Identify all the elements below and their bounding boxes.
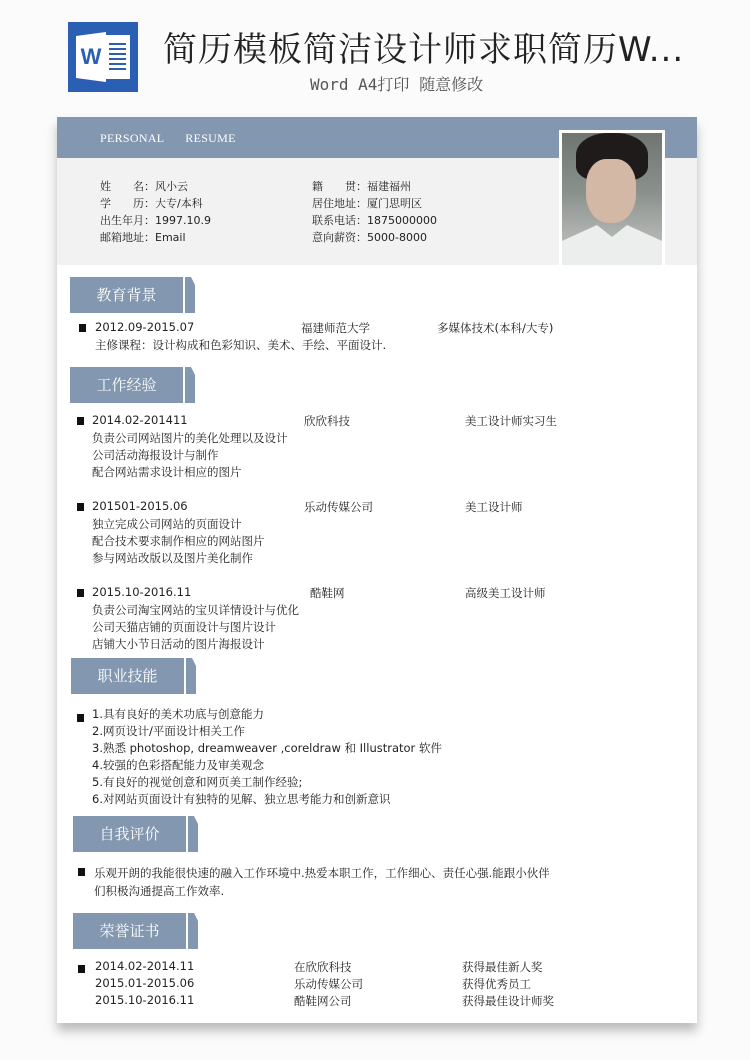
self-eval-text: 乐观开朗的我能很快速的融入工作环境中.热爱本职工作，工作细心、责任心强.能跟小伙伴 [94, 866, 550, 880]
honor-period: 2015.01-2015.06 [95, 976, 195, 990]
honor-period: 2014.02-2014.11 [95, 959, 195, 973]
job-duty: 公司活动海报设计与制作 [92, 448, 219, 462]
bullet-icon [79, 324, 86, 332]
honor-award: 获得最佳设计师奖 [462, 994, 554, 1008]
banner-label: PERSONAL RESUME [100, 131, 236, 145]
skill-item: 5.有良好的视觉创意和网页美工制作经验; [92, 775, 303, 789]
job-company: 酷鞋网 [310, 586, 345, 600]
word-icon-page [104, 35, 130, 79]
job-period: 201501-2015.06 [92, 499, 188, 513]
honor-award: 获得优秀员工 [462, 977, 531, 991]
job-duty: 公司天猫店铺的页面设计与图片设计 [92, 620, 276, 634]
honor-org: 乐动传媒公司 [294, 977, 363, 991]
job-duty: 配合技术要求制作相应的网站图片 [92, 534, 265, 548]
job-role: 美工设计师实习生 [465, 414, 557, 428]
job-company: 乐动传媒公司 [304, 500, 373, 514]
job-role: 美工设计师 [465, 500, 523, 514]
job-period: 2015.10-2016.11 [92, 585, 192, 599]
bullet-icon [78, 965, 85, 973]
preview-header [0, 0, 750, 112]
document-title: 简历模板简洁设计师求职简历W... [163, 30, 685, 70]
edu-courses: 主修课程：设计构成和色彩知识、美术、手绘、平面设计. [95, 338, 387, 352]
info-phone: 联系电话：1875000000 [312, 214, 437, 227]
section-header-skills: 职业技能 [71, 658, 196, 694]
bullet-icon [78, 868, 85, 876]
word-icon-letter: W [80, 44, 102, 69]
skill-item: 2.网页设计/平面设计相关工作 [92, 724, 245, 738]
section-header-education: 教育背景 [70, 277, 195, 313]
job-role: 高级美工设计师 [465, 586, 546, 600]
skill-item: 6.对网站页面设计有独特的见解、独立思考能力和创新意识 [92, 792, 391, 806]
skill-item: 3.熟悉 photoshop, dreamweaver ,coreldraw 和 Illustrator 软件 [92, 741, 442, 755]
job-duty: 独立完成公司网站的页面设计 [92, 517, 242, 531]
job-duty: 负责公司淘宝网站的宝贝详情设计与优化 [92, 603, 299, 617]
job-company: 欣欣科技 [304, 414, 350, 428]
job-duty: 配合网站需求设计相应的图片 [92, 465, 242, 479]
info-email: 邮箱地址：Email [100, 231, 186, 244]
bullet-icon [77, 714, 84, 722]
self-eval-text: 们积极沟通提高工作效率. [94, 884, 225, 898]
job-duty: 负责公司网站图片的美化处理以及设计 [92, 431, 288, 445]
section-header-honors: 荣誉证书 [73, 913, 198, 949]
edu-major: 多媒体技术(本科/大专) [437, 321, 554, 335]
info-address: 居住地址：厦门思明区 [312, 197, 422, 210]
word-icon [68, 22, 138, 92]
edu-school: 福建师范大学 [301, 321, 370, 335]
info-name: 姓 名：风小云 [100, 180, 188, 193]
honor-org: 酷鞋网公司 [294, 994, 352, 1008]
section-header-work: 工作经验 [70, 367, 195, 403]
document-subtitle: Word A4打印 随意修改 [310, 75, 484, 94]
section-header-self-eval: 自我评价 [73, 816, 198, 852]
job-period: 2014.02-201411 [92, 413, 188, 427]
job-duty: 店铺大小节日活动的图片海报设计 [92, 637, 265, 651]
honor-period: 2015.10-2016.11 [95, 993, 195, 1007]
info-education: 学 历：大专/本科 [100, 197, 203, 210]
honor-org: 在欣欣科技 [294, 960, 352, 974]
bullet-icon [77, 503, 84, 511]
resume-page [57, 117, 697, 1023]
skill-item: 1.具有良好的美术功底与创意能力 [92, 707, 264, 721]
job-duty: 参与网站改版以及图片美化制作 [92, 551, 253, 565]
bullet-icon [77, 417, 84, 425]
bullet-icon [77, 589, 84, 597]
info-salary: 意向薪资：5000-8000 [312, 231, 427, 244]
edu-period: 2012.09-2015.07 [95, 320, 195, 334]
info-birth: 出生年月：1997.10.9 [100, 214, 211, 227]
honor-award: 获得最佳新人奖 [462, 960, 543, 974]
info-native: 籍 贯：福建福州 [312, 180, 411, 193]
skill-item: 4.较强的色彩搭配能力及审美观念 [92, 758, 264, 772]
portrait-photo [559, 130, 665, 265]
